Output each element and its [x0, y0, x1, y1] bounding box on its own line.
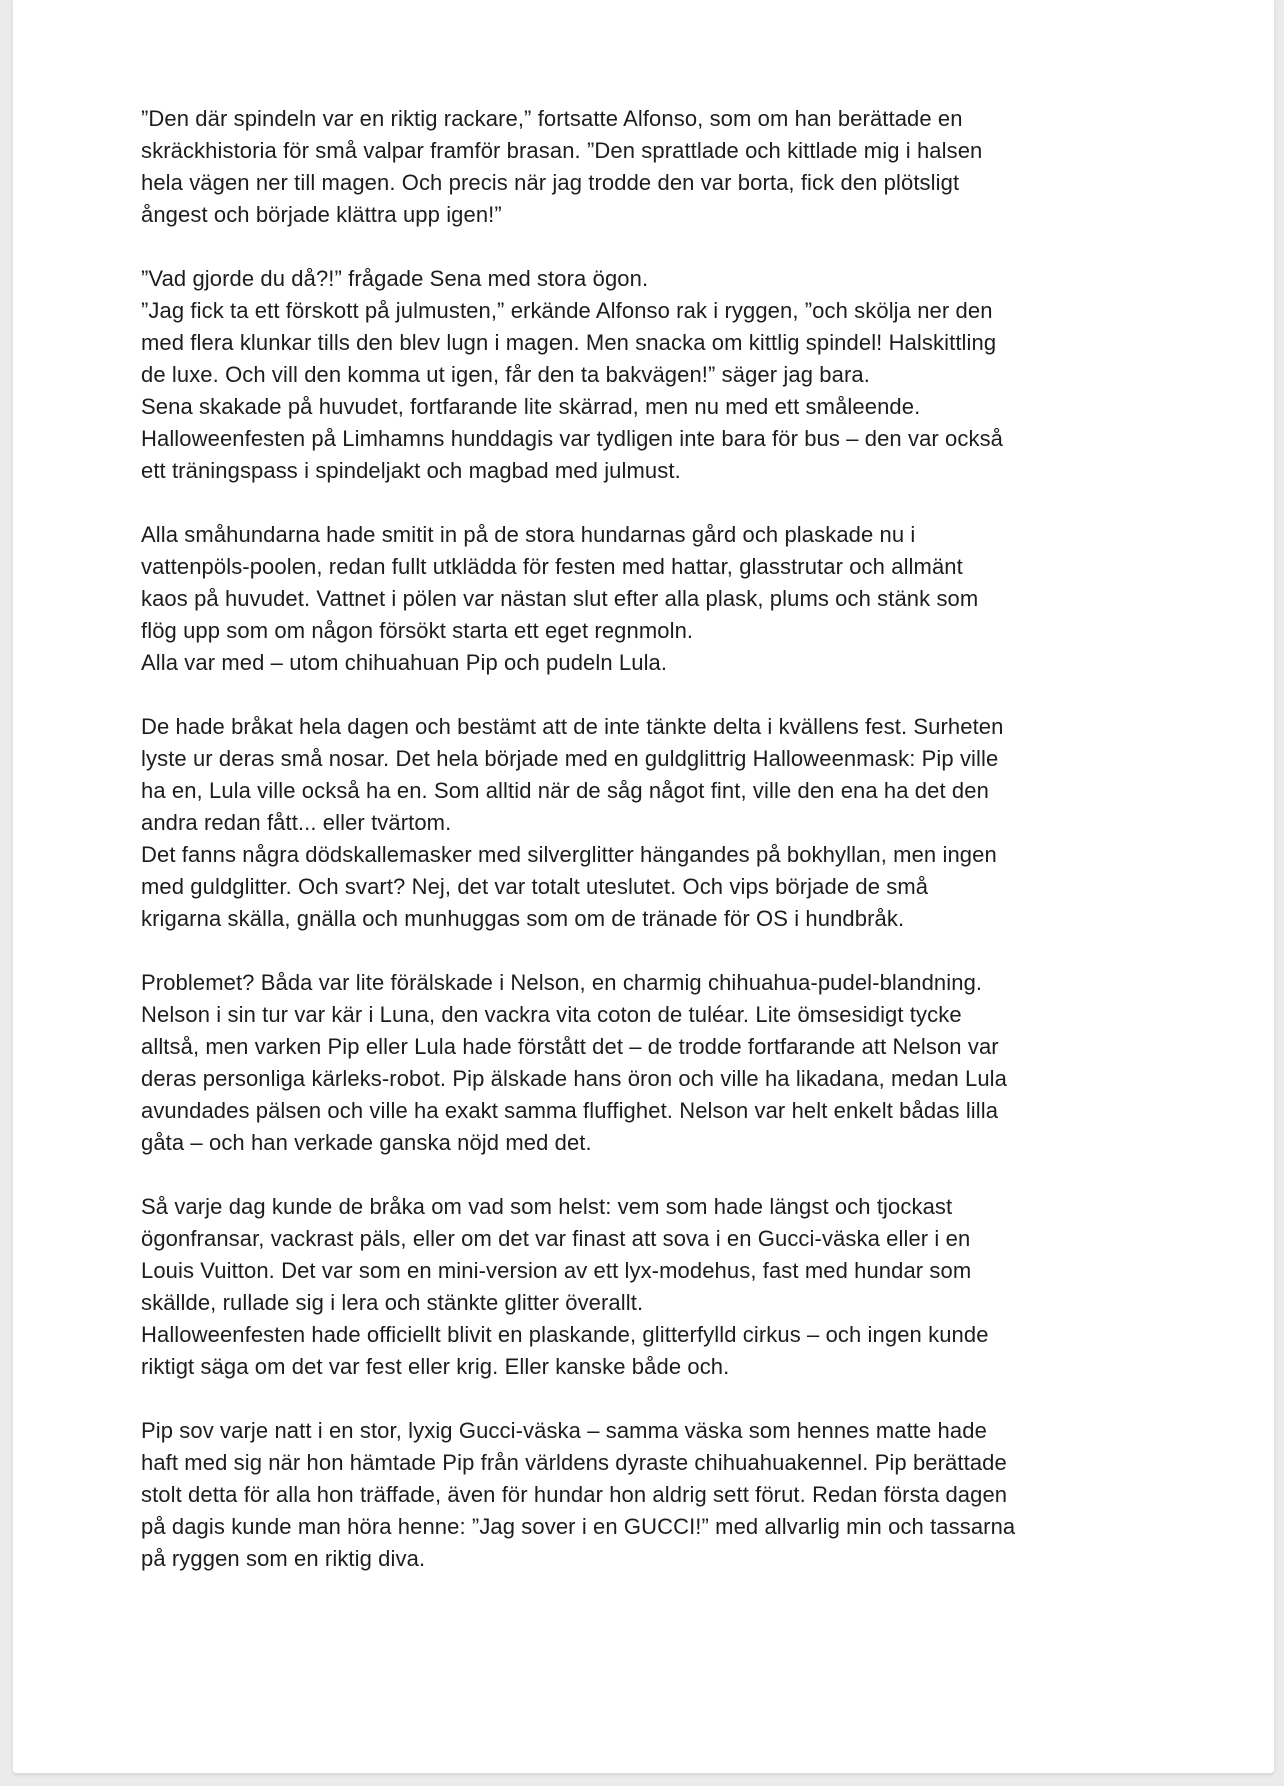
text-line: skräckhistoria för små valpar framför brasan. ”Den sprattlade och kittlade mig i halsen	[141, 138, 983, 163]
text-line: riktigt säga om det var fest eller krig. Eller kanske både och.	[141, 1354, 730, 1379]
text-line: alltså, men varken Pip eller Lula hade förstått det – de trodde fortfarande att Nelson var	[141, 1034, 999, 1059]
text-line: Problemet? Båda var lite förälskade i Nelson, en charmig chihuahua-pudel-blandning.	[141, 970, 983, 995]
text-line: De hade bråkat hela dagen och bestämt att de inte tänkte delta i kvällens fest. Surheten	[141, 714, 1004, 739]
text-line: ångest och började klättra upp igen!”	[141, 202, 502, 227]
text-line: ”Jag fick ta ett förskott på julmusten,” erkände Alfonso rak i ryggen, ”och skölja ner den	[141, 298, 993, 323]
text-line: deras personliga kärleks-robot. Pip älskade hans öron och ville ha likadana, medan Lula	[141, 1066, 1007, 1091]
text-line: Det fanns några dödskallemasker med silverglitter hängandes på bokhyllan, men ingen	[141, 842, 997, 867]
paragraph	[141, 1191, 1021, 1383]
text-line: lyste ur deras små nosar. Det hela började med en guldglittrig Halloweenmask: Pip ville	[141, 746, 999, 771]
text-line: med guldglitter. Och svart? Nej, det var totalt uteslutet. Och vips började de små	[141, 874, 929, 899]
text-line: Nelson i sin tur var kär i Luna, den vackra vita coton de tuléar. Lite ömsesidigt tycke	[141, 1002, 962, 1027]
text-line: krigarna skälla, gnälla och munhuggas som om de tränade för OS i hundbråk.	[141, 906, 905, 931]
text-line: ett träningspass i spindeljakt och magbad med julmust.	[141, 458, 681, 483]
text-line: kaos på huvudet. Vattnet i pölen var nästan slut efter alla plask, plums och stänk som	[141, 586, 979, 611]
text-line: hela vägen ner till magen. Och precis när jag trodde den var borta, fick den plötsligt	[141, 170, 960, 195]
text-line: på dagis kunde man höra henne: ”Jag sover i en GUCCI!” med allvarlig min och tassarna	[141, 1514, 1016, 1539]
paragraph	[141, 519, 1021, 679]
text-line: Så varje dag kunde de bråka om vad som helst: vem som hade längst och tjockast	[141, 1194, 953, 1219]
text-line: på ryggen som en riktig diva.	[141, 1546, 426, 1571]
paragraph	[141, 263, 1021, 487]
text-line: stolt detta för alla hon träffade, även för hundar hon aldrig sett förut. Redan första dagen	[141, 1482, 1008, 1507]
text-line: Alla småhundarna hade smitit in på de stora hundarnas gård och plaskade nu i	[141, 522, 916, 547]
text-line: haft med sig när hon hämtade Pip från världens dyraste chihuahuakennel. Pip berättade	[141, 1450, 1007, 1475]
text-line: med flera klunkar tills den blev lugn i magen. Men snacka om kittlig spindel! Halskittling	[141, 330, 997, 355]
text-line: flög upp som om någon försökt starta ett eget regnmoln.	[141, 618, 694, 643]
paragraph	[141, 967, 1021, 1159]
text-line: ”Vad gjorde du då?!” frågade Sena med stora ögon.	[141, 266, 649, 291]
paragraph	[141, 1415, 1021, 1575]
text-line: vattenpöls-poolen, redan fullt utklädda för festen med hattar, glasstrutar och allmänt	[141, 554, 963, 579]
text-line: Pip sov varje natt i en stor, lyxig Gucci-väska – samma väska som hennes matte hade	[141, 1418, 987, 1443]
text-line: skällde, rullade sig i lera och stänkte glitter överallt.	[141, 1290, 644, 1315]
document-page	[12, 0, 1275, 1775]
text-line: Louis Vuitton. Det var som en mini-version av ett lyx-modehus, fast med hundar som	[141, 1258, 972, 1283]
text-line: avundades pälsen och ville ha exakt samma fluffighet. Nelson var helt enkelt bådas lilla	[141, 1098, 999, 1123]
text-line: andra redan fått... eller tvärtom.	[141, 810, 452, 835]
text-line: Halloweenfesten på Limhamns hunddagis var tydligen inte bara för bus – den var också	[141, 426, 1004, 451]
text-line: Alla var med – utom chihuahuan Pip och pudeln Lula.	[141, 650, 668, 675]
text-line: gåta – och han verkade ganska nöjd med det.	[141, 1130, 592, 1155]
text-column	[141, 103, 1021, 1575]
paragraph	[141, 711, 1021, 935]
text-line: de luxe. Och vill den komma ut igen, får den ta bakvägen!” säger jag bara.	[141, 362, 870, 387]
paragraph	[141, 103, 1021, 231]
text-line: Halloweenfesten hade officiellt blivit en plaskande, glitterfylld cirkus – och ingen kunde	[141, 1322, 989, 1347]
text-line: ha en, Lula ville också ha en. Som alltid när de såg något fint, ville den ena ha det den	[141, 778, 989, 803]
text-line: ”Den där spindeln var en riktig rackare,” fortsatte Alfonso, som om han berättade en	[141, 106, 963, 131]
text-line: ögonfransar, vackrast päls, eller om det var finast att sova i en Gucci-väska eller i en	[141, 1226, 971, 1251]
text-line: Sena skakade på huvudet, fortfarande lite skärrad, men nu med ett småleende.	[141, 394, 921, 419]
